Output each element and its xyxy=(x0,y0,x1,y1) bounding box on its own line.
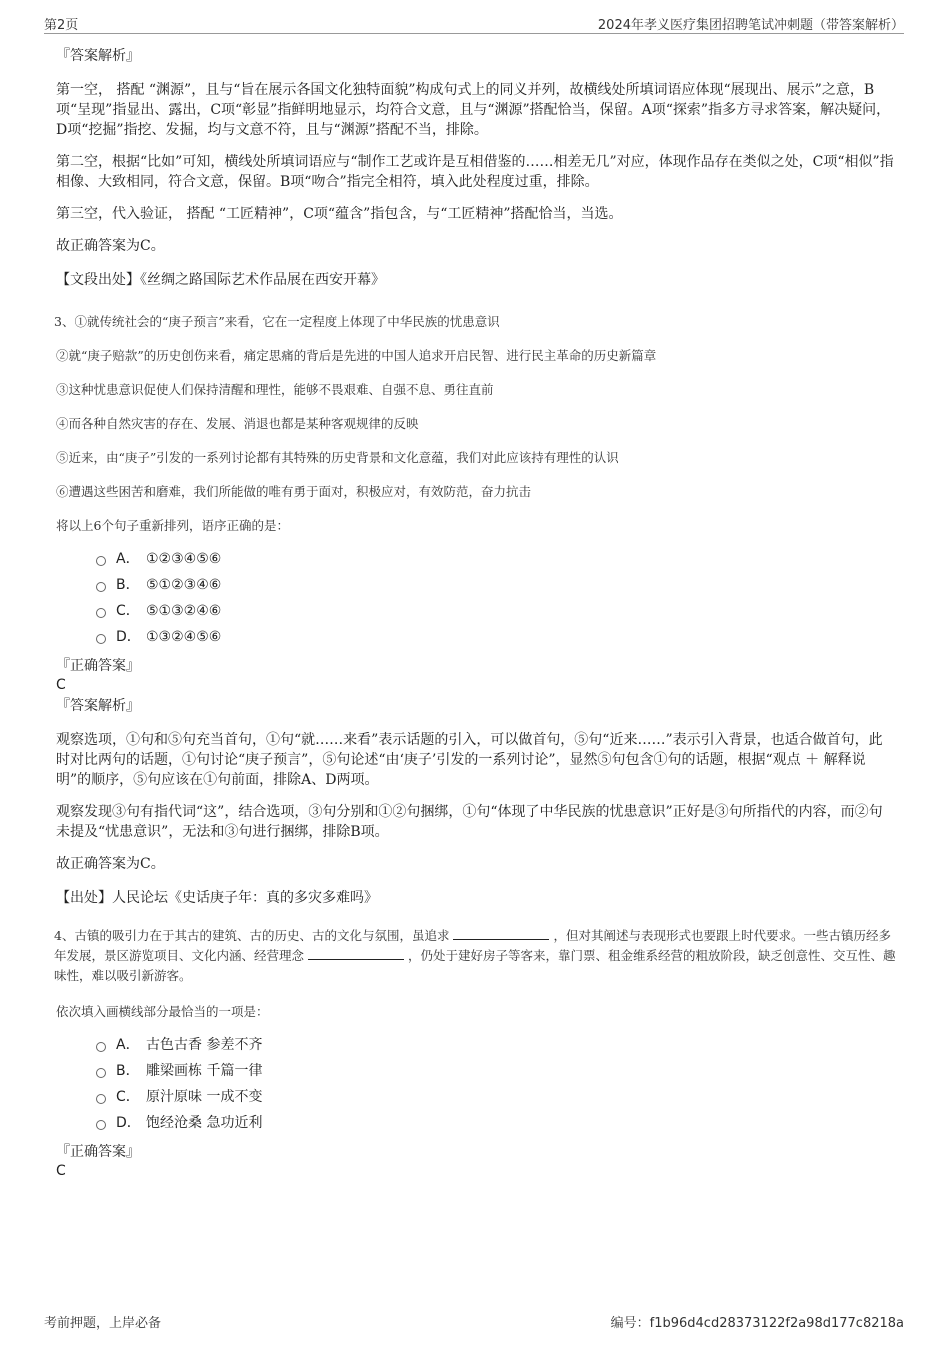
radio-icon[interactable] xyxy=(96,1042,106,1052)
q3-options xyxy=(96,546,896,650)
q2-analysis-p2: 第二空，根据“比如”可知，横线处所填词语应与“制作工艺或许是互相借鉴的……相差无几”对应，体现作品存在类似之处，C项“相似”指相像、大致相同，符合文意，保留。B项“吻合”指完全相符，填入此处程度过重，排除。 xyxy=(56,154,894,190)
q3-source: 【出处】人民论坛《史话庚子年：真的多灾多难吗》 xyxy=(56,890,378,906)
q3-sentence-2: ②就“庚子赔款”的历史创伤来看，痛定思痛的背后是先进的中国人追求开启民智、进行民主革命的历史新篇章 xyxy=(56,348,657,363)
page-header xyxy=(44,12,904,34)
q3-option-a[interactable]: A． ①②③④⑤⑥ xyxy=(96,546,896,572)
q4-stem: 4、古镇的吸引力在于其古的建筑、古的历史、古的文化与氛围，虽追求 ，但对其阐述与表现形式也要跟上时代要求。一些古镇历经多年发展，景区游览项目、文化内涵、经营理念 ，仍处于建好房子等客来，靠门票、租金维系经营的粗放阶段，缺乏创意性、交互性、趣味性，难以吸引新游客。 xyxy=(54,928,896,983)
q3-option-b[interactable]: B． ⑤①②③④⑥ xyxy=(96,572,896,598)
q3-analysis-p1: 观察选项，①句和⑤句充当首句，①句“就……来看”表示话题的引入，可以做首句，⑤句“近来……”表示引入背景，也适合做首句，此时对比两句的话题，①句讨论“庚子预言”，⑤句论述“由‘庚子’引发的一系列讨论”，显然⑤句包含①句的话题，根据“观点 ＋ 解释说明”的顺序，⑤句应该在①句前面，排除A、D两项。 xyxy=(56,732,883,788)
document-title: 2024年孝义医疗集团招聘笔试冲刺题（带答案解析） xyxy=(597,18,904,33)
page-content xyxy=(56,46,896,1180)
q3-analysis-p3: 故正确答案为C。 xyxy=(56,856,165,872)
q3-prompt: 将以上6个句子重新排列，语序正确的是： xyxy=(56,518,289,533)
radio-icon[interactable] xyxy=(96,1068,106,1078)
q3-sentence-6: ⑥遭遇这些困苦和磨难，我们所能做的唯有勇于面对，积极应对，有效防范，奋力抗击 xyxy=(56,484,532,499)
q4-correct-label: 『正确答案』 xyxy=(56,1144,140,1160)
footer-slogan: 考前押题，上岸必备 xyxy=(44,1316,162,1331)
q3-option-c[interactable]: C． ⑤①③②④⑥ xyxy=(96,598,896,624)
radio-icon[interactable] xyxy=(96,1094,106,1104)
page-number: 第2页 xyxy=(44,18,79,33)
q4-option-c[interactable]: C． 原汁原味 一成不变 xyxy=(96,1084,896,1110)
q4-blank-2 xyxy=(308,946,404,960)
q3-sentence-3: ③这种忧患意识促使人们保持清醒和理性，能够不畏艰难、自强不息、勇往直前 xyxy=(56,382,494,397)
q2-analysis-label: 『答案解析』 xyxy=(56,48,140,64)
q3-correct-label: 『正确答案』 xyxy=(56,658,140,674)
q3-sentence-5: ⑤近来，由“庚子”引发的一系列讨论都有其特殊的历史背景和文化意蕴，我们对此应该持有理性的认识 xyxy=(56,450,619,465)
q3-analysis-label: 『答案解析』 xyxy=(56,698,140,714)
radio-icon[interactable] xyxy=(96,634,106,644)
q4-correct-answer: C xyxy=(56,1163,66,1179)
q4-option-b[interactable]: B． 雕梁画栋 千篇一律 xyxy=(96,1058,896,1084)
footer-serial: 编号：f1b96d4cd28373122f2a98d177c8218a xyxy=(610,1316,904,1331)
radio-icon[interactable] xyxy=(96,556,106,566)
q2-analysis-p4: 故正确答案为C。 xyxy=(56,238,165,254)
radio-icon[interactable] xyxy=(96,608,106,618)
q4-prompt: 依次填入画横线部分最恰当的一项是： xyxy=(56,1004,269,1019)
q2-source: 【文段出处】《丝绸之路国际艺术作品展在西安开幕》 xyxy=(56,272,385,288)
q4-options xyxy=(96,1032,896,1136)
page-footer xyxy=(44,1312,904,1332)
radio-icon[interactable] xyxy=(96,582,106,592)
q3-sentence-4: ④而各种自然灾害的存在、发展、消退也都是某种客观规律的反映 xyxy=(56,416,419,431)
q3-analysis-p2: 观察发现③句有指代词“这”，结合选项，③句分别和①②句捆绑，①句“体现了中华民族的忧患意识”正好是③句所指代的内容，而②句未提及“忧患意识”，无法和③句进行捆绑，排除B项。 xyxy=(56,804,883,840)
q3-correct-answer: C xyxy=(56,677,66,693)
q2-analysis-p3: 第三空，代入验证， 搭配 “工匠精神”，C项“蕴含”指包含，与“工匠精神”搭配恰当，当选。 xyxy=(56,206,623,222)
q3-sentence-1: 3、①就传统社会的“庚子预言”来看，它在一定程度上体现了中华民族的忧患意识 xyxy=(54,314,500,329)
q3-option-d[interactable]: D． ①③②④⑤⑥ xyxy=(96,624,896,650)
q4-blank-1 xyxy=(453,926,549,940)
radio-icon[interactable] xyxy=(96,1120,106,1130)
q2-analysis-p1: 第一空， 搭配 “渊源”，且与“旨在展示各国文化独特面貌”构成句式上的同义并列，故横线处所填词语应体现“展现出、展示”之意，B项“呈现”指显出、露出，C项“彰显”指鲜明地显示，均符合文意，且与“渊源”搭配恰当，保留。A项“探索”指多方寻求答案，解决疑问，D项“挖掘”指挖、发掘，均与文意不符，且与“渊源”搭配不当，排除。 xyxy=(56,82,891,138)
q4-option-a[interactable]: A． 古色古香 参差不齐 xyxy=(96,1032,896,1058)
q4-option-d[interactable]: D． 饱经沧桑 急功近利 xyxy=(96,1110,896,1136)
